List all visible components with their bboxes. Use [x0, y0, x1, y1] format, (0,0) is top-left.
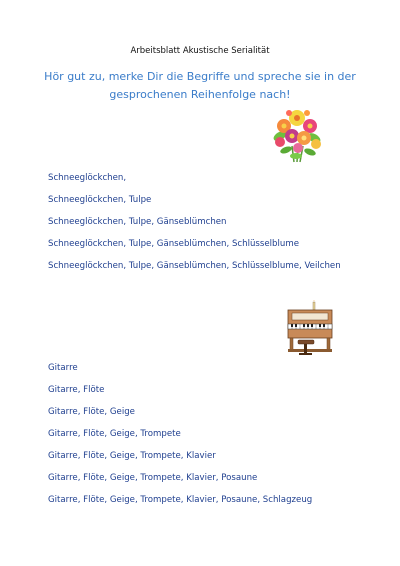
list-item: Schneeglöckchen, Tulpe [48, 195, 152, 205]
list-item: Gitarre, Flöte, Geige, Trompete, Klavier, Posaune, Schlagzeug [48, 495, 313, 505]
instruction-line-2: gesprochenen Reihenfolge nach! [109, 88, 291, 101]
list-item: Gitarre, Flöte [48, 385, 105, 395]
list-item: Gitarre, Flöte, Geige, Trompete [48, 429, 181, 439]
list-item: Gitarre, Flöte, Geige, Trompete, Klavier [48, 451, 216, 461]
instrument-sequence-list [48, 357, 312, 511]
flower-sequence-list [48, 167, 341, 277]
instruction-line-1: Hör gut zu, merke Dir die Begriffe und spreche sie in der [44, 70, 356, 83]
worksheet-title: Arbeitsblatt Akustische Serialität [130, 46, 270, 56]
list-item: Schneeglöckchen, Tulpe, Gänseblümchen, Schlüsselblume [48, 239, 300, 249]
list-item: Gitarre, Flöte, Geige [48, 407, 135, 417]
flower-bouquet-icon [270, 106, 324, 164]
piano-icon [284, 300, 340, 358]
list-item: Gitarre, Flöte, Geige, Trompete, Klavier, Posaune [48, 473, 258, 483]
list-item: Gitarre [48, 363, 78, 373]
list-item: Schneeglöckchen, [48, 173, 127, 183]
list-item: Schneeglöckchen, Tulpe, Gänseblümchen [48, 217, 227, 227]
list-item: Schneeglöckchen, Tulpe, Gänseblümchen, Schlüsselblume, Veilchen [48, 261, 341, 271]
instruction-text [40, 68, 360, 104]
